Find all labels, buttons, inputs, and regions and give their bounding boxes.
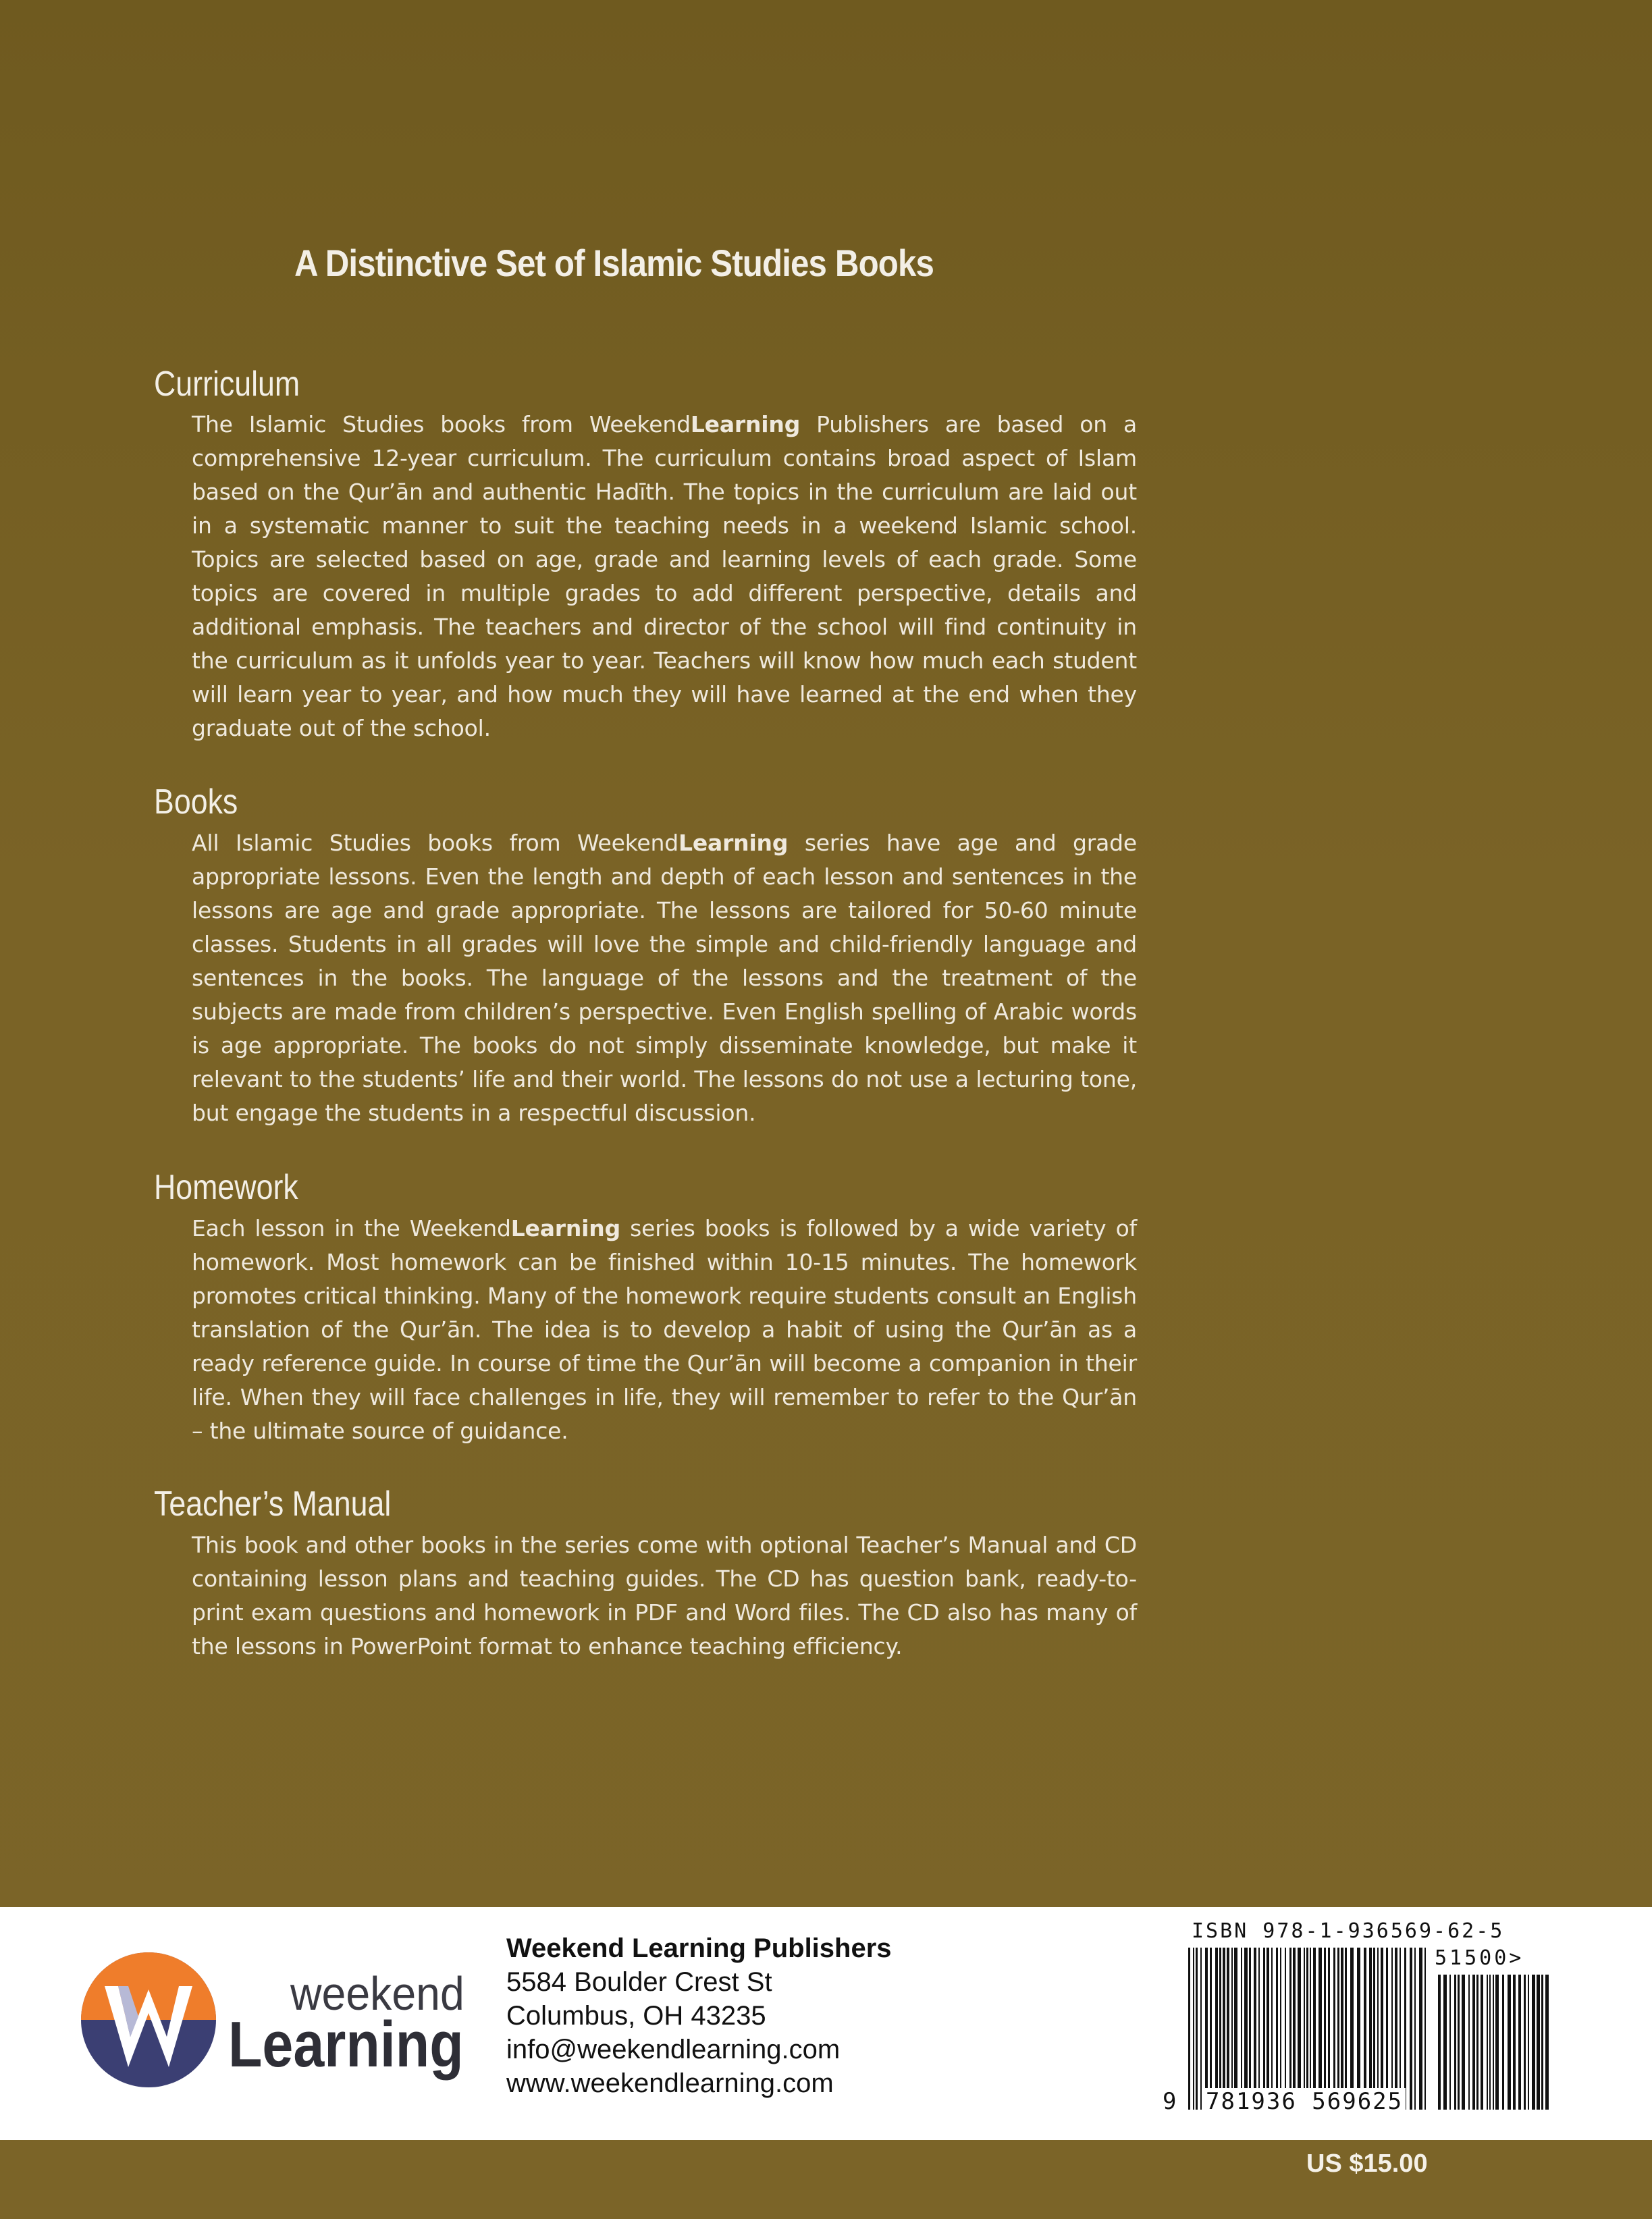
barcode-bar [1234, 1948, 1237, 2110]
barcode-bar [1244, 1948, 1248, 2110]
barcode-bar [1318, 1948, 1322, 2110]
barcode-bar [1304, 1948, 1305, 2110]
barcode-bar [1541, 1975, 1543, 2110]
brand-learning: Learning [510, 1215, 621, 1241]
barcode-bar [1328, 1948, 1330, 2110]
logo-text-weekend: weekend [290, 1967, 464, 2020]
barcode-bar [1285, 1948, 1286, 2110]
barcode-bar [1524, 1975, 1526, 2110]
barcode-bar [1263, 1948, 1265, 2110]
section-text-curriculum-pre: The Islamic Studies books from Weekend [192, 411, 691, 437]
barcode-bar [1410, 1948, 1412, 2110]
barcode-bar [1293, 1948, 1296, 2110]
barcode-bar [1193, 1948, 1194, 2110]
barcode-bar [1188, 1948, 1190, 2110]
barcode-bar [1438, 1975, 1441, 2110]
barcode-bar [1513, 1975, 1516, 2110]
barcode-bar [1289, 1948, 1291, 2110]
barcode-bar [1196, 1948, 1198, 2110]
barcode-bar [1462, 1975, 1465, 2110]
barcode-bar [1404, 1948, 1406, 2110]
barcode-bar [1443, 1975, 1447, 2110]
barcode-bar [1458, 1975, 1460, 2110]
barcode-bar [1249, 1948, 1251, 2110]
barcode-bar [1419, 1948, 1422, 2110]
barcode-bar [1341, 1948, 1343, 2110]
barcode-bar [1223, 1948, 1225, 2110]
page-title: A Distinctive Set of Islamic Studies Books [294, 242, 934, 284]
barcode-bar [1476, 1975, 1478, 2110]
barcode-bar [1310, 1948, 1311, 2110]
address-line-1: 5584 Boulder Crest St [506, 1967, 772, 1997]
barcode-bar [1333, 1948, 1335, 2110]
isbn-text: ISBN 978-1-936569-62-5 [1192, 1919, 1505, 1943]
barcode-bar [1210, 1948, 1212, 2110]
barcode-bar [1487, 1975, 1488, 2110]
barcode-bar [1493, 1975, 1494, 2110]
barcode-bar [1377, 1948, 1379, 2110]
ean-digits: 781936 569625 [1203, 2088, 1406, 2115]
barcode-bar [1449, 1975, 1451, 2110]
barcode-bar [1386, 1948, 1388, 2110]
barcode-bar [1205, 1948, 1208, 2110]
barcode-bar [1219, 1948, 1221, 2110]
section-text-homework-post: series books is followed by a wide variety of homework. Most homework can be finished within 10-15 minutes. The homework promotes critical thinking. Many of the homework require students consult an English translation of the Qur’ān. The idea is to develop a habit of using the Qur’ān as a ready reference guide. In course of time the Qur’ān will become a companion in their life. When they will face challenges in life, they will remember to refer to the Qur’ān – the ultimate source of guidance. [192, 1215, 1137, 1444]
barcode-bar [1381, 1948, 1383, 2110]
barcode-bar [1364, 1948, 1366, 2110]
barcode-bar [1400, 1948, 1401, 2110]
section-body-teachers-manual: This book and other books in the series come with optional Teacher’s Manual and CD containing lesson plans and teaching guides. The CD has question bank, ready-to-print exam questions and homework in PDF and Word files. The CD also has many of the lessons in PowerPoint format to enhance teaching efficiency. [192, 1532, 1137, 1659]
barcode-bar [1227, 1948, 1229, 2110]
barcode-bar [1472, 1975, 1475, 2110]
price-label: US $15.00 [1306, 2149, 1428, 2178]
barcode-bar [1231, 1948, 1233, 2110]
barcode-bar [1215, 1948, 1218, 2110]
barcode-bar [1350, 1948, 1354, 2110]
brand-learning: Learning [678, 830, 789, 856]
barcode-bar [1508, 1975, 1511, 2110]
footer-band [0, 1907, 1652, 2140]
barcode-bar [1200, 1948, 1202, 2110]
barcode-bar [1395, 1948, 1397, 2110]
ean-first-digit: 9 [1163, 2088, 1177, 2115]
barcode-bar [1313, 1948, 1316, 2110]
barcode-bar [1391, 1948, 1393, 2110]
barcode-bar [1258, 1948, 1260, 2110]
barcode-bar [1357, 1948, 1360, 2110]
barcode-bar [1489, 1975, 1491, 2110]
barcode-bar [1481, 1975, 1483, 2110]
barcode-bar [1271, 1948, 1273, 2110]
weekend-learning-logo-icon [78, 1949, 219, 2091]
barcode-bar [1468, 1975, 1470, 2110]
barcode-bar [1241, 1948, 1242, 2110]
barcode-bar [1306, 1948, 1308, 2110]
section-body-books [192, 826, 1137, 1130]
section-text-books-post: series have age and grade appropriate lessons. Even the length and depth of each lesson and sentences in the lessons are age and grade appropriate. The lessons are tailored for 50-60 minute classes. Students in all grades will love the simple and child-friendly language and sentences in the books. The language of the lessons and the treatment of the subjects are made from children’s perspective. Even English spelling of Arabic words is age appropriate. The books do not simply disseminate knowledge, but make it relevant to the students’ life and their world. The lessons do not use a lecturing tone, but engage the students in a respectful discussion. [192, 830, 1137, 1126]
barcode-bar [1502, 1975, 1504, 2110]
barcode-bar [1414, 1948, 1416, 2110]
logo-text-learning: Learning [228, 2008, 464, 2081]
address-line-2: Columbus, OH 43235 [506, 2001, 766, 2031]
barcode-bar [1254, 1948, 1256, 2110]
barcode-bar [1454, 1975, 1456, 2110]
barcode-bar [1537, 1975, 1540, 2110]
barcode-addon-icon [1438, 1975, 1553, 2110]
barcode-bar [1267, 1948, 1269, 2110]
barcode-bar [1280, 1948, 1281, 2110]
barcode-bar [1276, 1948, 1278, 2110]
barcode-bar [1424, 1948, 1426, 2110]
section-heading-homework: Homework [154, 1168, 298, 1207]
publisher-name: Weekend Learning Publishers [506, 1933, 892, 1963]
publisher-email[interactable]: info@weekendlearning.com [506, 2035, 841, 2064]
barcode-bar [1337, 1948, 1339, 2110]
section-text-books-pre: All Islamic Studies books from Weekend [192, 830, 678, 856]
barcode-bar [1545, 1975, 1549, 2110]
section-text-homework-pre: Each lesson in the Weekend [192, 1215, 511, 1241]
barcode-bar [1495, 1975, 1499, 2110]
section-heading-books: Books [154, 782, 238, 822]
section-heading-curriculum: Curriculum [154, 365, 300, 404]
barcode-bar [1345, 1948, 1347, 2110]
section-heading-teachers-manual: Teacher’s Manual [154, 1485, 392, 1524]
barcode-bar [1324, 1948, 1326, 2110]
barcode-bar [1518, 1975, 1521, 2110]
publisher-website[interactable]: www.weekendlearning.com [506, 2068, 834, 2098]
section-body-homework [192, 1212, 1137, 1448]
barcode-main-icon [1188, 1948, 1428, 2110]
barcode-bar [1532, 1975, 1535, 2110]
brand-learning: Learning [690, 411, 801, 437]
barcode-bar [1298, 1948, 1301, 2110]
barcode-bar [1369, 1948, 1372, 2110]
section-body-curriculum [192, 408, 1137, 745]
price-code: 51500> [1435, 1946, 1524, 1970]
publisher-info [506, 1931, 892, 2100]
barcode-bar [1528, 1975, 1529, 2110]
barcode-bar [1373, 1948, 1375, 2110]
section-text-curriculum-post: Publishers are based on a comprehensive 12-year curriculum. The curriculum contains broad aspect of Islam based on the Qur’ān and authentic Hadīth. The topics in the curriculum are laid out in a systematic manner to suit the teaching needs in a weekend Islamic school. Topics are selected based on age, grade and learning levels of each grade. Some topics are covered in multiple grades to add different perspective, details and additional emphasis. The teachers and director of the school will find continuity in the curriculum as it unfolds year to year. Teachers will know how much each student will learn year to year, and how much they will have learned at the end when they graduate out of the school. [192, 411, 1137, 741]
